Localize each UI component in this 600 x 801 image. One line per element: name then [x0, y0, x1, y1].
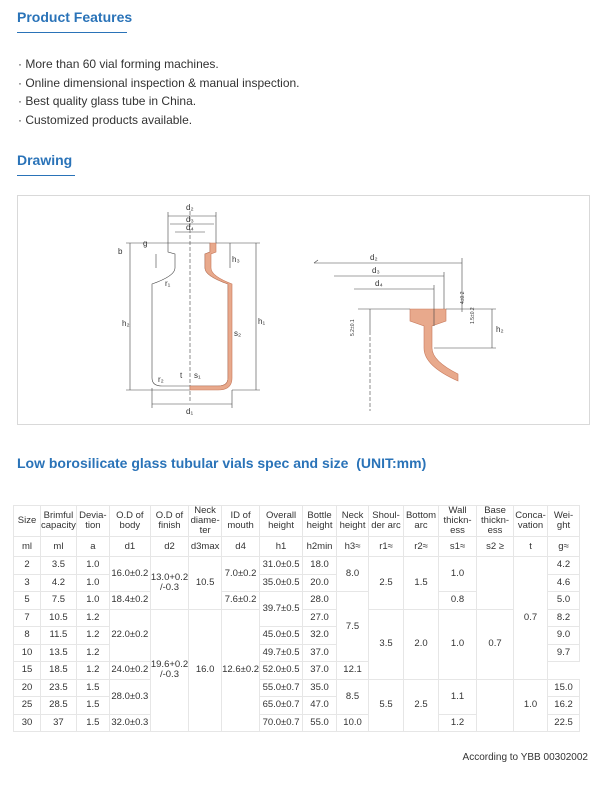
drawing-title-rule — [17, 175, 75, 176]
cell-h2: 27.0 — [303, 609, 337, 627]
cell-h2: 32.0 — [303, 627, 337, 645]
cell-deviation: 1.5 — [76, 679, 109, 697]
cell-t: 1.0 — [514, 679, 548, 732]
cell-d1: 28.0±0.3 — [109, 679, 150, 714]
label-d4: d₄ — [186, 223, 194, 232]
cell-h1: 31.0±0.5 — [260, 557, 303, 575]
cell-deviation: 1.2 — [76, 662, 109, 680]
cell-deviation: 1.2 — [76, 627, 109, 645]
col-header: O.D of finish — [150, 506, 188, 537]
label-h2: h₂ — [122, 319, 130, 328]
col-header: Base thickn-ess — [477, 506, 514, 537]
label-right-d4: d₄ — [375, 279, 383, 288]
label-h1: h₁ — [258, 317, 266, 326]
col-unit: d2 — [150, 537, 188, 557]
cell-d1: 22.0±0.2 — [109, 609, 150, 662]
cell-d3: 10.5 — [189, 557, 222, 610]
col-unit: d3max — [189, 537, 222, 557]
cell-size: 25 — [14, 697, 41, 715]
col-header: Conca-vation — [514, 506, 548, 537]
label-right-d3: d₃ — [372, 266, 380, 275]
cell-d3: 16.0 — [189, 609, 222, 732]
col-header: O.D of body — [109, 506, 150, 537]
cell-deviation: 1.5 — [76, 697, 109, 715]
spec-title-text: Low borosilicate glass tubular vials spec and size — [17, 455, 349, 471]
col-unit: ml — [41, 537, 77, 557]
label-b: b — [118, 247, 123, 256]
label-right-dim2: 4±0.2 — [460, 291, 466, 304]
vial-side-labels — [118, 203, 265, 416]
label-s2: s₂ — [234, 329, 242, 338]
cell-size: 10 — [14, 644, 41, 662]
label-s1: s₁ — [194, 371, 201, 380]
col-header: Bottle height — [303, 506, 337, 537]
cell-s1: 1.0 — [439, 609, 477, 679]
spec-table — [13, 505, 580, 732]
cell-r2: 2.5 — [404, 679, 439, 732]
cell-deviation: 1.0 — [76, 574, 109, 592]
cell-deviation: 1.2 — [76, 609, 109, 627]
features-list — [18, 55, 300, 129]
label-t: t — [180, 371, 183, 380]
cell-h2: 18.0 — [303, 557, 337, 575]
col-unit: a — [76, 537, 109, 557]
cell-s1: 1.2 — [439, 714, 477, 732]
col-header: Overall height — [260, 506, 303, 537]
col-header: ID of mouth — [222, 506, 260, 537]
features-title-rule — [17, 32, 127, 33]
cell-h3: 8.0 — [337, 557, 369, 592]
col-header: Wall thickn-ess — [439, 506, 477, 537]
cell-s1: 1.0 — [439, 557, 477, 592]
col-unit: s2 ≥ — [477, 537, 514, 557]
cell-d4: 12.6±0.2 — [222, 609, 260, 732]
spec-title — [17, 455, 426, 471]
cell-s2: 0.7 — [477, 609, 514, 679]
cell-deviation: 1.0 — [76, 592, 109, 610]
cell-h1: 70.0±0.7 — [260, 714, 303, 732]
feature-item: · Best quality glass tube in China. — [18, 94, 197, 108]
cell-capacity: 37 — [41, 714, 77, 732]
cell-h1: 39.7±0.5 — [260, 592, 303, 627]
cell-weight: 4.6 — [548, 574, 580, 592]
cell-h2: 47.0 — [303, 697, 337, 715]
cell-d4: 7.0±0.2 — [222, 557, 260, 592]
cell-size: 3 — [14, 574, 41, 592]
drawing-title: Drawing — [17, 152, 73, 168]
cell-weight: 16.2 — [548, 697, 580, 715]
cell-size: 30 — [14, 714, 41, 732]
cell-h2: 35.0 — [303, 679, 337, 697]
feature-item: · Customized products available. — [18, 112, 193, 127]
cell-r1: 2.5 — [369, 557, 404, 610]
vial-drawing-svg — [18, 196, 589, 424]
cell-s2 — [477, 557, 514, 610]
col-unit: g≈ — [548, 537, 580, 557]
col-header: Size — [14, 506, 41, 537]
cell-h2: 37.0 — [303, 662, 337, 680]
cell-size: 7 — [14, 609, 41, 627]
table-row — [14, 679, 580, 697]
cell-size: 8 — [14, 627, 41, 645]
cell-h2: 37.0 — [303, 644, 337, 662]
col-header: Neck diame-ter — [190, 505, 220, 536]
feature-item: · More than 60 vial forming machines. — [18, 57, 219, 71]
cell-deviation: 1.0 — [76, 557, 109, 575]
cell-capacity: 23.5 — [41, 679, 77, 697]
cell-weight: 9.0 — [548, 627, 580, 645]
cell-r2: 1.5 — [404, 557, 439, 610]
cell-h3: 7.5 — [337, 592, 369, 662]
standard-footnote: According to YBB 00302002 — [462, 752, 588, 763]
cell-deviation: 1.2 — [76, 644, 109, 662]
cell-h2: 55.0 — [303, 714, 337, 732]
cell-d1: 18.4±0.2 — [109, 592, 150, 610]
label-d1: d₁ — [186, 407, 194, 416]
label-g: g — [143, 239, 148, 248]
cell-capacity: 3.5 — [41, 557, 77, 575]
cell-capacity: 11.5 — [41, 627, 77, 645]
features-title: Product Features — [17, 9, 133, 25]
col-unit: h2min — [303, 537, 337, 557]
table-unit-row — [14, 537, 580, 557]
cell-r1: 5.5 — [369, 679, 404, 732]
cell-h1: 52.0±0.5 — [260, 662, 303, 680]
cell-capacity: 4.2 — [41, 574, 77, 592]
label-h3: h₃ — [232, 255, 240, 264]
cell-capacity: 13.5 — [41, 644, 77, 662]
col-unit: r2≈ — [404, 537, 439, 557]
cell-d2: 19.6+0.2 /-0.3 — [150, 609, 188, 732]
cell-h2: 20.0 — [303, 574, 337, 592]
cell-d1: 16.0±0.2 — [109, 557, 150, 592]
cell-h1: 55.0±0.7 — [260, 679, 303, 697]
label-right-h2: h₂ — [496, 325, 504, 334]
label-right-dim1: 5.2±0.1 — [350, 319, 356, 336]
label-d2: d₂ — [186, 203, 194, 212]
col-unit: ml — [14, 537, 41, 557]
col-unit: r1≈ — [369, 537, 404, 557]
col-unit: h3≈ — [337, 537, 369, 557]
cell-h3: 8.5 — [337, 679, 369, 714]
cell-d4: 7.6±0.2 — [222, 592, 260, 610]
cell-capacity: 18.5 — [41, 662, 77, 680]
cell-s1: 1.1 — [439, 679, 477, 714]
cell-h3: 10.0 — [337, 714, 369, 732]
cell-size: 15 — [14, 662, 41, 680]
cell-deviation: 1.5 — [76, 714, 109, 732]
spec-unit: (UNIT:mm) — [356, 455, 427, 471]
label-right-dim3: 1.5±0.2 — [470, 307, 476, 324]
col-unit: h1 — [260, 537, 303, 557]
table-row — [14, 557, 580, 575]
cell-capacity: 7.5 — [41, 592, 77, 610]
col-header: Neck height — [337, 506, 369, 537]
cell-weight: 9.7 — [548, 644, 580, 662]
col-header: Devia-tion — [76, 506, 109, 537]
cell-size: 2 — [14, 557, 41, 575]
col-unit: d1 — [109, 537, 150, 557]
col-header: Shoul-der arc — [369, 506, 404, 537]
cell-weight: 4.2 — [548, 557, 580, 575]
col-unit: t — [514, 537, 548, 557]
cell-h2: 28.0 — [303, 592, 337, 610]
cell-size: 5 — [14, 592, 41, 610]
feature-item: · Online dimensional inspection & manual inspection. — [18, 75, 300, 90]
label-right-d2: d₂ — [370, 253, 378, 262]
col-header: Brimful capacity — [41, 506, 77, 537]
cell-weight: 15.0 — [548, 679, 580, 697]
cell-capacity: 28.5 — [41, 697, 77, 715]
label-r1: r₁ — [165, 279, 171, 288]
cell-weight: 22.5 — [548, 714, 580, 732]
cell-h1: 45.0±0.5 — [260, 627, 303, 645]
col-header: Wei-ght — [548, 506, 580, 537]
cell-s1: 0.8 — [439, 592, 477, 610]
cell-t: 0.7 — [514, 557, 548, 680]
col-unit: s1≈ — [439, 537, 477, 557]
cell-weight: 5.0 — [548, 592, 580, 610]
cell-size: 20 — [14, 679, 41, 697]
cell-h1: 49.7±0.5 — [260, 644, 303, 662]
cell-d1: 24.0±0.2 — [109, 662, 150, 680]
cell-h1: 35.0±0.5 — [260, 574, 303, 592]
cell-h1: 65.0±0.7 — [260, 697, 303, 715]
neck-detail-view — [314, 258, 496, 411]
label-d3: d₃ — [186, 215, 194, 224]
cell-r1: 3.5 — [369, 609, 404, 679]
cell-r2: 2.0 — [404, 609, 439, 679]
cell-weight: 12.1 — [337, 662, 369, 680]
table-header-row — [14, 506, 580, 537]
technical-drawing — [17, 195, 590, 425]
cell-s2 — [477, 679, 514, 732]
cell-capacity: 10.5 — [41, 609, 77, 627]
cell-d2: 13.0+0.2 /-0.3 — [150, 557, 188, 610]
col-unit: d4 — [222, 537, 260, 557]
col-header: Bottom arc — [404, 506, 439, 537]
label-r2: r₂ — [158, 375, 164, 384]
cell-d1: 32.0±0.3 — [109, 714, 150, 732]
cell-weight: 8.2 — [548, 609, 580, 627]
